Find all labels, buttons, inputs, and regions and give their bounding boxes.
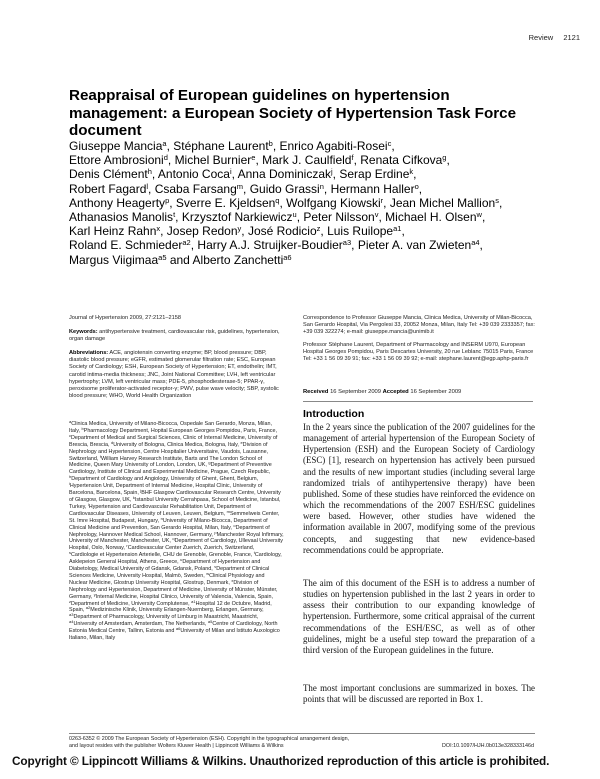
affiliation-marker: z bbox=[69, 598, 71, 604]
affiliation-text: Cardiologie et Hypertension Arterielle, CHU de Grenoble, Grenoble, France, bbox=[71, 552, 254, 559]
author-name: Ettore Ambrosioni bbox=[69, 153, 164, 168]
section-label: Review bbox=[528, 33, 554, 42]
author-name: Mark J. Caulfield bbox=[262, 153, 352, 168]
affiliation-marker: q bbox=[172, 536, 175, 542]
author-affiliation-marker: k bbox=[409, 167, 414, 177]
received-accepted bbox=[303, 389, 535, 396]
author-name: Margus Viigimaa bbox=[69, 252, 159, 267]
affiliation-marker: i bbox=[69, 481, 70, 487]
affiliation-text: University of Milano-Bicocca, Department of Clinical Medicine and Prevention, San Gerardo Hospital, Milan, Italy, bbox=[69, 517, 268, 531]
affiliation-text: Semmelweis Center, St. Imre Hospital, Budapest, Hungary, bbox=[69, 510, 280, 524]
author-affiliation-marker: n bbox=[319, 181, 324, 191]
author-name: Alberto Zanchetti bbox=[192, 252, 284, 267]
keywords bbox=[69, 329, 284, 343]
affiliation-text: Department of Pharmacology, University of Limburg in Maastricht, Maastricht, bbox=[73, 614, 259, 621]
affiliation-marker: a5 bbox=[207, 619, 213, 625]
introduction-heading: Introduction bbox=[303, 408, 365, 420]
author-name: Hermann Haller bbox=[330, 181, 415, 196]
author-name: Anna Dominiczak bbox=[237, 167, 331, 182]
author-name: Karl Heinz Rahn bbox=[69, 224, 157, 239]
affiliation-marker: d bbox=[110, 439, 114, 445]
author-name: Josep Redon bbox=[166, 224, 238, 239]
affiliation-marker: b bbox=[81, 425, 84, 431]
author-affiliation-marker: w bbox=[476, 210, 482, 220]
author-name: Athanasios Manolis bbox=[69, 210, 174, 225]
correspondence bbox=[303, 315, 535, 368]
affiliation-text: Cardiovascular Center Zuerich, Zuerich, Switzerland, bbox=[127, 545, 255, 552]
affiliation-marker: a1 bbox=[191, 598, 196, 604]
author-affiliation-marker: a bbox=[162, 139, 167, 148]
article-title: Reappraisal of European guidelines on hypertension management: a European Society of Hypertension Task Force document bbox=[69, 87, 517, 139]
footer-line-1: 0263-6352 © 2009 The European Society of Hypertension (ESH). Copyright in the typographical arrangement design, bbox=[69, 736, 350, 742]
affiliation-text: University of Amsterdam, Amsterdam, The Netherlands, bbox=[73, 621, 208, 628]
affiliation-marker: c bbox=[69, 432, 71, 438]
affiliation-marker: p bbox=[214, 529, 217, 535]
author-affiliation-marker: j bbox=[331, 167, 333, 177]
affiliation-marker: v bbox=[214, 564, 217, 570]
author-name: Jean Michel Mallion bbox=[389, 195, 496, 210]
affiliations bbox=[69, 421, 284, 642]
author-name: Peter Nilsson bbox=[303, 210, 375, 225]
author-affiliation-marker: u bbox=[292, 210, 297, 220]
author-line: Giuseppe Mancia$^a$, Stéphane Laurent$^b$, Enrico Agabiti-Rosei$^c$, bbox=[69, 139, 395, 153]
intro-paragraph-1: In the 2 years since the publication of the 2007 guidelines for the management of arterial hypertension of the European Society of Hypertension (ESH) and the European Society of Cardiology (ESC) [1], research on hypertension has actively been pursued and the results of new important studies (including several large randomized trials of antihypertensive therapy) have been published. Some of these studies have reinforced the evidence on which the recommendations of the 2007 ESH/ESC guidelines were based. However, other studies have widened the information available in 2007, modifying some of the previous concepts, and suggesting that new evidence-based recommendations could be appropriate. bbox=[303, 422, 535, 555]
affiliation-text: Department of Clinical Sciences Medicine, University Hospital, Malmö, Sweden, bbox=[69, 566, 270, 579]
affiliation-text: Cardiology, Asklepeion General Hospital, Athens, Greece, bbox=[69, 552, 282, 566]
author-affiliation-marker: c bbox=[387, 139, 392, 148]
affiliation-text: Department of Medical and Surgical Sciences, Clinic of Internal Medicine, University of Brescia, Brescia, bbox=[69, 434, 278, 448]
author-affiliation-marker: y bbox=[237, 224, 242, 234]
keywords-text: antihypertensive treatment, cardiovascular risk, guidelines, hypertension, organ damage bbox=[69, 329, 280, 343]
affiliation-marker: n bbox=[160, 515, 163, 521]
affiliation-marker: a2 bbox=[85, 605, 91, 611]
author-line: Ettore Ambrosioni$^d$, Michel Burnier$^e$, Mark J. Caulfield$^f$, Renata Cifkova$^g$, bbox=[69, 153, 450, 168]
affiliation-marker: j bbox=[140, 488, 142, 494]
author-name: Csaba Farsang bbox=[154, 181, 237, 196]
affiliation-marker: x bbox=[231, 577, 234, 583]
author-affiliation-marker: z bbox=[316, 224, 321, 234]
affiliation-marker: r bbox=[126, 543, 128, 549]
author-name: Giuseppe Mancia bbox=[69, 139, 163, 153]
author-name: Renata Cifkova bbox=[360, 153, 443, 168]
author-affiliation-marker: a4 bbox=[471, 238, 480, 248]
author-name: Roland E. Schmieder bbox=[69, 238, 183, 253]
affiliation-marker: g bbox=[208, 460, 211, 466]
affiliation-text: Department of Nephrology, Hannover Medical School, Hannover, Germany, bbox=[69, 524, 270, 538]
author-affiliation-marker: a3 bbox=[342, 238, 352, 248]
abbreviations-label: Abbreviations: bbox=[69, 350, 109, 356]
author-affiliation-marker: i bbox=[229, 167, 232, 177]
affiliation-text: Manchester Royal Infirmary, University of Manchester, Manchester, UK, bbox=[69, 531, 284, 545]
affiliation-text: Department of Cardiology and Angiology, University of Ghent, Ghent, Belgium, bbox=[71, 476, 259, 483]
footer-copyright bbox=[69, 736, 429, 750]
author-affiliation-marker: t bbox=[173, 210, 176, 220]
author-affiliation-marker: m bbox=[236, 181, 244, 191]
author-name: Michel Burnier bbox=[174, 153, 252, 168]
author-affiliation-marker: a5 bbox=[158, 252, 167, 262]
author-name: Robert Fagard bbox=[69, 181, 147, 196]
author-name: Anthony Heagerty bbox=[69, 195, 166, 210]
running-head bbox=[521, 33, 580, 42]
intro-paragraph-3: The most important conclusions are summarized in boxes. The points that will be discussed are reported in Box 1. bbox=[303, 683, 535, 705]
affiliation-text: Istanbul University Cerrahpasa, School of Medicine, Istanbul, Turkey, bbox=[69, 496, 281, 510]
intro-paragraph-2: The aim of this document of the ESH is to address a number of studies on hypertension published in the last 2 years in order to assess their contribution to our expanding knowledge of hypertension. Furthermore, some critical appraisal of the current recommendations of the ESH/ESC, as well as of other guidelines, might be a useful step toward the preparation of a third version of the European guidelines in the future. bbox=[303, 578, 535, 655]
author-line: Denis Clément$^h$, Antonio Coca$^i$, Anna Dominiczak$^j$, Serap Erdine$^k$, bbox=[69, 167, 417, 182]
author-line: Karl Heinz Rahn$^x$, Josep Redon$^y$, José Rodicio$^z$, Luis Ruilope$^{a1}$, bbox=[69, 224, 405, 239]
affiliation-text: Division of Nephrology and Hypertension, Department of Medicine, University of Münster, Münster, Germany, bbox=[69, 579, 278, 600]
author-name: Enrico Agabiti-Rosei bbox=[279, 139, 388, 153]
affiliation-text: William Harvey Research Institute, Barts and The London School of Medicine, Queen Mary University of London, London, UK, bbox=[69, 455, 263, 469]
affiliation-text: Hypertension Unit, Department of Internal Medicine, Hospital Clinic, University of Barcelona, Barcelona, Spain, bbox=[69, 483, 263, 497]
author-line: Margus Viigimaa$^{a5}$ and Alberto Zanchetti$^{a6}$ bbox=[69, 252, 292, 267]
affiliation-text: Division of Nephrology and Hypertension, Centre Hospitalier Universitaire, Vaudois, Lausanne, Switzerland, bbox=[69, 441, 269, 462]
affiliation-text: Clinica Medica, University of Milano-Bicocca, Ospedale San Gerardo, Monza, Milan, Italy, bbox=[69, 421, 272, 434]
author-affiliation-marker: r bbox=[380, 195, 384, 205]
affiliation-marker: m bbox=[226, 508, 230, 514]
author-line: Anthony Heagerty$^p$, Sverre E. Kjeldsen$^q$, Wolfgang Kiowski$^r$, Jean Michel Mallion$^s$, bbox=[69, 195, 503, 210]
author-list bbox=[69, 139, 574, 267]
abbreviations-text: ACE, angiotensin converting enzyme; BP, blood pressure; DBP, diastolic blood pressure; eGFR, estimated glomerular filtration rate; ESC, European Society of Cardiology; ESH, European Society of Hypertension; ET, endothelin; IMT, carotid intima-media thickness; JNC, Joint National Committee; LVH, left ventricular hypertrophy; LVM, left ventricular mass; PDE-5, phosphodiesterase-5; PPAR-γ, peroxisome proliferator-activated receptor-γ; PWV, pulse wave velocity; SBP, systolic blood pressure; WHO, World Health Organization bbox=[69, 350, 279, 400]
affiliation-marker: t bbox=[253, 550, 255, 556]
author-name: José Rodicio bbox=[247, 224, 317, 239]
copyright-watermark: Copyright © Lippincott Williams & Wilkins. Unauthorized reproduction of this article is prohibited. bbox=[12, 754, 550, 768]
author-affiliation-marker: d bbox=[163, 153, 168, 163]
affiliation-text: University of Bologna, Clinica Medica, Bologna, Italy, bbox=[113, 441, 241, 448]
author-affiliation-marker: x bbox=[156, 224, 161, 234]
author-affiliation-marker: o bbox=[414, 181, 419, 191]
author-affiliation-marker: g bbox=[442, 153, 447, 163]
author-name: Antonio Coca bbox=[157, 167, 230, 182]
affiliation-marker: s bbox=[69, 550, 71, 556]
author-name: Stéphane Laurent bbox=[173, 139, 269, 153]
author-affiliation-marker: q bbox=[275, 195, 280, 205]
affiliation-marker: f bbox=[99, 453, 101, 459]
keywords-label: Keywords: bbox=[69, 329, 98, 335]
affiliation-text: BHF Glasgow Cardiovascular Research Centre, University of Glasgow, Glasgow, UK, bbox=[69, 490, 281, 503]
author-name: Sverre E. Kjeldsen bbox=[175, 195, 276, 210]
received-label: Received bbox=[303, 389, 329, 395]
author-name: Pieter A. van Zwieten bbox=[357, 238, 472, 253]
affiliation-text: Hypertension and Cardiovascular Rehabilitation Unit, Department of Cardiovascular Diseases, University of Leuven, Leuven, Belgium, bbox=[69, 503, 251, 517]
author-affiliation-marker: h bbox=[147, 167, 152, 177]
author-name: Luis Ruilope bbox=[327, 224, 394, 239]
author-affiliation-marker: p bbox=[165, 195, 170, 205]
author-name: Guido Grassi bbox=[249, 181, 320, 196]
affiliation-marker: y bbox=[93, 591, 96, 597]
footer-divider bbox=[69, 733, 535, 734]
author-name: Krzysztof Narkiewicz bbox=[181, 210, 293, 225]
affiliation-marker: e bbox=[240, 439, 243, 445]
author-affiliation-marker: a1 bbox=[393, 224, 402, 234]
author-line: Robert Fagard$^l$, Csaba Farsang$^m$, Guido Grassi$^n$, Hermann Haller$^o$, bbox=[69, 181, 423, 196]
author-affiliation-marker: s bbox=[495, 195, 499, 205]
affiliation-marker: u bbox=[180, 557, 183, 563]
affiliation-text: Centre of Cardiology, North Estonia Medical Centre, Tallinn, Estonia and bbox=[69, 621, 278, 635]
affiliation-marker: a6 bbox=[175, 626, 181, 632]
affiliation-marker: o bbox=[233, 522, 236, 528]
author-line: Athanasios Manolis$^t$, Krzysztof Narkiewicz$^u$, Peter Nilsson$^v$, Michael H. Olsen$^w$, bbox=[69, 210, 486, 225]
affiliation-marker: l bbox=[87, 501, 89, 507]
affiliation-text: Clinical Physiology and Nuclear Medicine, Glostrup University Hospital, Glostrup, Denmark, bbox=[69, 572, 265, 586]
affiliation-marker: a bbox=[69, 419, 72, 424]
author-name: Denis Clément bbox=[69, 167, 148, 182]
affiliation-text: Medizinische Klinik, University Erlangen-Nuernberg, Erlangen, Germany, bbox=[90, 607, 264, 614]
affiliation-text: University of Milan and Istituto Auxologico Italiano, Milan, Italy bbox=[69, 628, 280, 642]
author-name: Serap Erdine bbox=[339, 167, 410, 182]
author-affiliation-marker: v bbox=[374, 210, 379, 220]
affiliation-text: Department of Preventive Cardiology, Institute of Clinical and Experimental Medicine, Prague, Czech Republic, bbox=[69, 462, 272, 476]
affiliation-text: Internal Medicine, Hospital Clinico, University of Valencia, Valencia, Spain, bbox=[95, 593, 273, 600]
page-number: 2121 bbox=[563, 33, 580, 42]
author-name: Wolfgang Kiowski bbox=[286, 195, 381, 210]
author-name: Michael H. Olsen bbox=[385, 210, 477, 225]
affiliation-text: Hospital 12 de Octubre, Madrid, Spain, bbox=[69, 600, 272, 614]
affiliation-marker: k bbox=[132, 494, 135, 500]
correspondence-mancia: Correspondence to Professor Giuseppe Mancia, Clinica Medica, University of Milan-Bicocca, San Gerardo Hospital, Via Pergolesi 33, 20052 Monza, Milan, Italy Tel: +39 039 2333357; fax: +39 039 322274; e-mail: giuseppe.mancia@unimib.it bbox=[303, 315, 535, 336]
affiliation-text: Department of Cardiology, Ullevaal University Hospital, Oslo, Norway, bbox=[69, 538, 283, 552]
affiliation-marker: w bbox=[206, 570, 210, 576]
affiliation-marker: a3 bbox=[69, 612, 74, 618]
journal-citation: Journal of Hypertension 2009, 27:2121–2158 bbox=[69, 315, 181, 321]
affiliation-text: Pharmacology Department, Hopital European Georges Pompidou, Paris, France, bbox=[83, 427, 277, 434]
affiliation-text: Department of Medicine, University Complutense, bbox=[71, 600, 192, 607]
affiliation-marker: a4 bbox=[69, 619, 74, 625]
section-divider bbox=[303, 401, 533, 402]
author-affiliation-marker: a6 bbox=[283, 252, 292, 262]
author-affiliation-marker: e bbox=[251, 153, 256, 163]
affiliation-text: Department of Hypertension and Diabetology, Medical University of Gdansk, Gdansk, Poland, bbox=[69, 559, 261, 573]
doi: DOI:10.1097/HJH.0b013e328333146d bbox=[441, 743, 534, 749]
correspondence-laurent: Professor Stéphane Laurent, Department of Pharmacology and INSERM U970, European Hospital Georges Pompidou, Paris Descartes University, 20 rue Leblanc 75015 Paris, France Tel: +33 1 56 09 39 91; fax: +33 1 56 09 39 92; e-mail: stephane.laurent@egp.aphp-paris.fr bbox=[303, 341, 534, 363]
affiliation-marker: h bbox=[69, 474, 72, 480]
author-affiliation-marker: a2 bbox=[182, 238, 191, 248]
author-affiliation-marker: f bbox=[351, 153, 354, 163]
accepted-date: 16 September 2009 bbox=[408, 389, 462, 395]
abbreviations bbox=[69, 350, 284, 400]
accepted-label: Accepted bbox=[382, 389, 409, 395]
footer-line-2: and layout resides with the publisher Wolters Kluwer Health | Lippincott Williams & Wilkins bbox=[69, 743, 284, 749]
author-name: Harry A.J. Struijker-Boudier bbox=[197, 238, 343, 253]
author-line: Roland E. Schmieder$^{a2}$, Harry A.J. Struijker-Boudier$^{a3}$, Pieter A. van Zwieten$^{a4}$, bbox=[69, 238, 483, 253]
author-affiliation-marker: b bbox=[268, 139, 273, 148]
author-affiliation-marker: l bbox=[146, 181, 149, 191]
received-date: 16 September 2009 bbox=[328, 389, 383, 395]
